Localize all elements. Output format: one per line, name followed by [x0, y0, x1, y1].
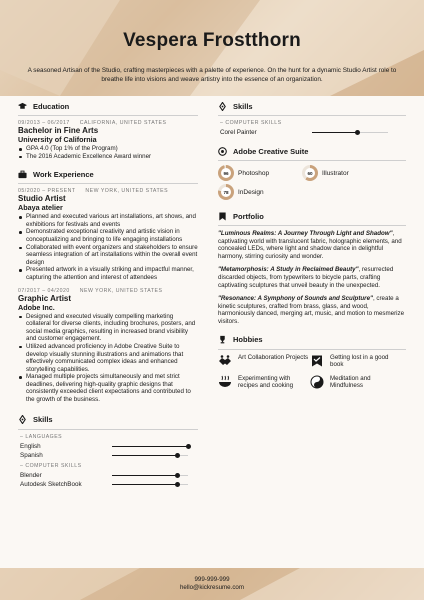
skills-section-right — [218, 100, 406, 137]
skill-bar-rest — [358, 132, 388, 133]
education-dates: 09/2013 – 06/2017 — [18, 120, 70, 126]
section-heading — [218, 210, 406, 226]
education-heading: Education — [33, 101, 70, 111]
job-entry — [18, 188, 198, 281]
job-bullets — [18, 213, 198, 281]
skill-knob — [175, 482, 180, 487]
job-bullets — [18, 313, 198, 404]
contact-footer — [0, 576, 424, 592]
job-title: Studio Artist — [18, 194, 66, 204]
summary: A seasoned Artisan of the Studio, crafting masterpieces with a palette of experience. On the hunt for a dynamic Studio Artist role to breathe life into visions and weave artistry into the essence of an organization. — [27, 67, 397, 83]
hobby-item — [218, 375, 310, 390]
job-title: Graphic Artist — [18, 293, 72, 303]
suite-item — [218, 165, 302, 181]
portfolio-text: , create a kinetic sculptures, crafted from brass, glass, and wood, harmoniously danced, merging art, music, and motion to mesmerize visitors. — [218, 295, 405, 325]
suite-value: 78 — [221, 187, 231, 197]
hobby-item — [310, 354, 402, 369]
skills-section-left — [18, 414, 198, 489]
skill-row — [18, 471, 198, 480]
list-item: Managed multiple projects simultaneously and met strict deadlines, delivering high-quality graphic designs that consistently exceeded client expectations and contributed to the growth of the business. — [18, 373, 198, 403]
hobby-text: Getting lost in a good book — [330, 353, 389, 369]
list-item: GPA 4.0 (Top 1% of the Program) — [18, 145, 198, 153]
section-heading — [218, 145, 406, 161]
list-item: Demonstrated exceptional creativity and artistic vision in conceptualizing and bringing to life engaging installations — [18, 228, 198, 243]
skill-knob — [175, 473, 180, 478]
trophy-icon — [218, 335, 227, 344]
section-heading — [18, 414, 198, 430]
suite-value: 96 — [221, 168, 231, 178]
suite-item — [302, 165, 386, 181]
section-heading — [18, 168, 198, 184]
portfolio-title: "Luminous Realms: A Journey Through Light and Shadow" — [218, 230, 393, 237]
section-heading — [218, 334, 406, 350]
skill-bar — [112, 455, 188, 456]
suite-donut — [302, 165, 318, 181]
hobby-item — [218, 354, 310, 369]
skill-bar — [112, 475, 188, 476]
skill-knob — [355, 130, 360, 135]
hobby-item — [310, 375, 402, 390]
skill-name: Blender — [20, 471, 42, 479]
section-heading — [218, 100, 406, 116]
suite-donut — [218, 165, 234, 181]
suite-name: InDesign — [238, 188, 264, 196]
job-entry — [18, 288, 198, 404]
bookmark-icon — [218, 212, 227, 221]
skill-row — [18, 480, 198, 489]
portfolio-heading: Portfolio — [233, 211, 264, 221]
school: University of California — [18, 135, 97, 144]
portfolio-text: , resurrected discarded objects, from typewriters to bicycle parts, crafting captivating sculptures that unveil beauty in the unexpected. — [218, 266, 394, 289]
right-column — [218, 100, 406, 396]
target-icon — [218, 147, 227, 156]
portfolio-item — [218, 266, 406, 289]
skill-name: Corel Painter — [220, 129, 257, 136]
job-company: Abaya atelier — [18, 203, 63, 213]
list-item: The 2016 Academic Excellence Award winner — [18, 153, 198, 161]
job-company: Adobe Inc. — [18, 302, 55, 312]
job-dates: 07/2017 – 04/2020 — [18, 287, 70, 294]
education-section — [18, 100, 198, 160]
skill-row — [18, 442, 198, 451]
email-link[interactable]: hello@kickresume.com — [179, 584, 245, 591]
graduation-cap-icon — [18, 102, 27, 111]
portfolio-section — [218, 210, 406, 326]
skill-group-label: – COMPUTER SKILLS — [20, 462, 82, 469]
suite-name: Illustrator — [322, 169, 349, 177]
hobby-text: Meditation and Mindfulness — [330, 374, 371, 390]
section-heading — [18, 100, 198, 116]
education-location: CALIFORNIA, UNITED STATES — [79, 120, 167, 126]
pen-tool-icon — [218, 102, 227, 111]
briefcase-icon — [18, 170, 27, 179]
list-item: Collaborated with event organizers and stakeholders to ensure seamless integration of art installations within the overall event design — [18, 244, 198, 267]
hobbies-heading: Hobbies — [233, 335, 263, 345]
job-location: NEW YORK, UNITED STATES — [79, 287, 163, 294]
hobby-text: Art Collaboration Projects — [238, 353, 309, 361]
suite-value: 60 — [305, 168, 315, 178]
skill-knob — [186, 444, 191, 449]
experience-section — [18, 168, 198, 403]
suite-list — [218, 165, 406, 200]
yin-yang-icon — [310, 375, 324, 389]
skill-group-label: – COMPUTER SKILLS — [220, 120, 282, 126]
suite-donut — [218, 184, 234, 200]
skill-row — [218, 128, 406, 137]
degree: Bachelor in Fine Arts — [18, 126, 99, 135]
portfolio-item — [218, 230, 406, 260]
skill-bar — [112, 446, 188, 447]
adobe-suite-section — [218, 145, 406, 200]
suite-heading: Adobe Creative Suite — [233, 146, 309, 156]
job-dates: 05/2020 – PRESENT — [18, 188, 76, 195]
hobbies-list — [218, 354, 406, 390]
list-item: Utilized advanced proficiency in Adobe Creative Suite to develop visually stunning illustrations and animations that effectively communicated complex ideas and enhanced storytelling capabilities. — [18, 343, 198, 373]
experience-heading: Work Experience — [33, 169, 94, 179]
candidate-name: Vespera Frostthorn — [123, 30, 301, 51]
list-item: Presented artwork in a visually striking and impactful manner, capturing the attention and interest of attendees — [18, 266, 198, 281]
list-item: Planned and executed various art installations, art shows, and exhibitions for festivals and events — [18, 213, 198, 228]
suite-item — [218, 184, 302, 200]
skill-bar — [112, 484, 188, 485]
job-location: NEW YORK, UNITED STATES — [85, 188, 169, 195]
phone: 999-999-999 — [194, 576, 230, 583]
handshake-icon — [218, 354, 232, 368]
skill-name: Autodesk SketchBook — [20, 480, 82, 488]
book-icon — [310, 354, 324, 368]
suite-name: Photoshop — [238, 169, 270, 177]
portfolio-text: , captivating world with translucent fabric, holographic elements, and concealed LEDs, where light and shadow dance in delightful harmony, stirring curiosity and wonder. — [218, 230, 402, 260]
portfolio-item — [218, 295, 406, 325]
portfolio-title: "Resonance: A Symphony of Sounds and Sculpture" — [218, 295, 373, 303]
skill-knob — [175, 453, 180, 458]
skill-row — [18, 451, 198, 460]
pen-tool-icon — [18, 415, 27, 424]
hobby-text: Experimenting with recipes and cooking — [238, 374, 294, 390]
skills-heading: Skills — [33, 415, 53, 425]
skill-bar — [312, 132, 388, 133]
list-item: Designed and executed visually compelling marketing collateral for diverse clients, including brochures, posters, and social media graphics, resulting in increased brand visibility and customer engagement. — [18, 313, 198, 343]
cooking-bowl-icon — [218, 375, 232, 389]
skill-name: Spanish — [20, 451, 43, 459]
education-bullets — [18, 145, 198, 160]
skills-heading: Skills — [233, 101, 253, 111]
portfolio-title: "Metamorphosis: A Study in Reclaimed Beauty" — [218, 266, 359, 274]
hobbies-section — [218, 334, 406, 390]
left-column — [18, 100, 198, 495]
skill-group-label: – LANGUAGES — [20, 433, 63, 440]
skill-name: English — [20, 442, 41, 450]
